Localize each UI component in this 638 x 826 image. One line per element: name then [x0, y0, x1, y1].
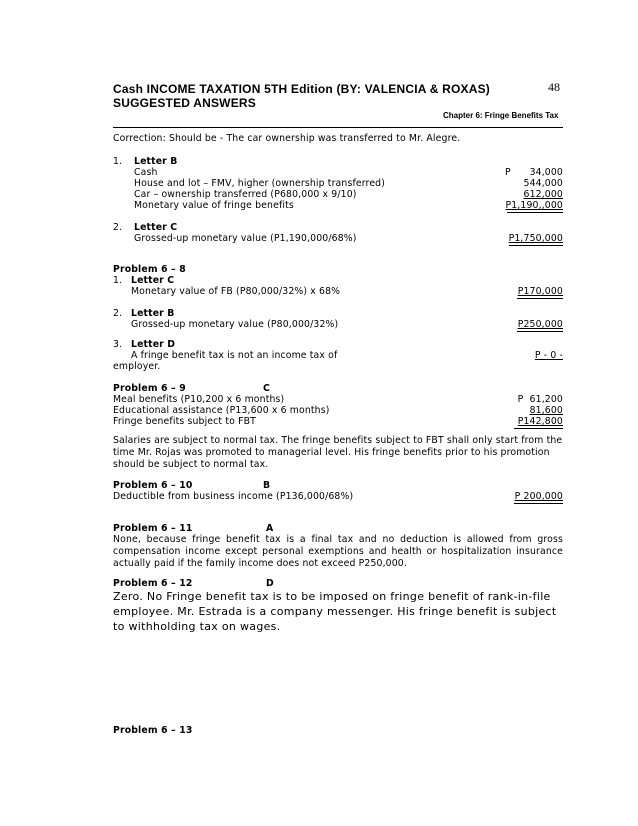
p68-item3-text: A fringe benefit tax is not an income tax of: [131, 350, 338, 361]
p69-row-label: Meal benefits (P10,200 x 6 months): [113, 394, 285, 405]
p68-item1-value: P170,000: [517, 286, 563, 297]
problem-6-10-answer: B: [263, 480, 271, 491]
p69-row-value: P 61,200: [517, 394, 563, 405]
item2-double-underline: [509, 245, 563, 246]
item1-row-label: Car – ownership transferred (P680,000 x 9/10): [134, 189, 357, 200]
item1-total-value: P1,190,,000: [505, 200, 563, 211]
problem-6-11-answer: A: [266, 523, 274, 534]
item1-letter: Letter B: [134, 156, 178, 167]
p69-row-label: Fringe benefits subject to FBT: [113, 416, 256, 427]
chapter-label: Chapter 6: Fringe Benefits Tax: [443, 111, 559, 120]
p68-item3-number: 3.: [113, 339, 123, 350]
p68-item2-double-underline: [517, 331, 563, 332]
item1-row-label: Cash: [134, 167, 158, 178]
p68-item1-double-underline: [517, 298, 563, 299]
p69-total-value: P142,800: [517, 416, 563, 427]
item2-letter: Letter C: [134, 222, 178, 233]
item2-number: 2.: [113, 222, 123, 233]
item1-number: 1.: [113, 156, 123, 167]
p610-label: Deductible from business income (P136,000/68%): [113, 491, 354, 502]
item1-row-label: Monetary value of fringe benefits: [134, 200, 294, 211]
correction-note: Correction: Should be - The car ownership was transferred to Mr. Alegre.: [113, 133, 461, 144]
problem-6-11-title: Problem 6 – 11: [113, 523, 193, 534]
p69-double-underline: [514, 428, 563, 429]
p610-value: P 200,000: [514, 491, 563, 502]
p68-item1-letter: Letter C: [131, 275, 175, 286]
p68-item2-letter: Letter B: [131, 308, 175, 319]
problem-6-13-title: Problem 6 – 13: [113, 725, 193, 736]
p612-paragraph: Zero. No Fringe benefit tax is to be imposed on fringe benefit of rank-in-file employee. Mr. Estrada is a company messenger. His fringe benefit is subject to withholding tax on wages.: [113, 590, 557, 633]
item2-value: P1,750,000: [508, 233, 563, 244]
p68-item3-letter: Letter D: [131, 339, 176, 350]
header-title-line2: SUGGESTED ANSWERS: [113, 96, 256, 110]
p68-item3-value: P - 0 -: [534, 350, 563, 361]
p69-paragraph: Salaries are subject to normal tax. The fringe benefits subject to FBT shall only start from the time Mr. Rojas was promoted to managerial level. His fringe benefits prior to his promotion should be subject to normal tax.: [113, 435, 563, 470]
item1-row-value: 612,000: [523, 189, 563, 200]
item1-row-currency: P: [505, 167, 511, 178]
item1-row-value: 34,000: [529, 167, 563, 178]
problem-6-12-answer: D: [266, 578, 274, 589]
p611-paragraph: None, because fringe benefit tax is a final tax and no deduction is allowed from gross compensation income except personal exemptions and health or hospitalization insurance actually paid if the family income does not exceed P250,000.: [113, 534, 563, 569]
item1-row-label: House and lot – FMV, higher (ownership transferred): [134, 178, 386, 189]
problem-6-9-answer: C: [263, 383, 270, 394]
p68-item1-number: 1.: [113, 275, 123, 286]
p610-double-underline: [514, 503, 563, 504]
p69-row-value: 81,600: [529, 405, 563, 416]
header-title-line1: Cash INCOME TAXATION 5TH Edition (BY: VALENCIA & ROXAS): [113, 82, 490, 96]
problem-6-10-title: Problem 6 – 10: [113, 480, 193, 491]
p69-row-label: Educational assistance (P13,600 x 6 months): [113, 405, 330, 416]
page-number: 48: [548, 80, 560, 94]
item2-label: Grossed-up monetary value (P1,190,000/68%): [134, 233, 357, 244]
p68-item3-text-cont: employer.: [113, 361, 161, 372]
p68-item1-label: Monetary value of FB (P80,000/32%) x 68%: [131, 286, 341, 297]
header-rule: [113, 127, 563, 128]
p68-item2-label: Grossed-up monetary value (P80,000/32%): [131, 319, 339, 330]
problem-6-8-title: Problem 6 – 8: [113, 264, 186, 275]
problem-6-12-title: Problem 6 – 12: [113, 578, 193, 589]
p68-item2-number: 2.: [113, 308, 123, 319]
item1-double-underline: [507, 212, 563, 213]
item1-row-value: 544,000: [523, 178, 563, 189]
p68-item2-value: P250,000: [517, 319, 563, 330]
problem-6-9-title: Problem 6 – 9: [113, 383, 186, 394]
